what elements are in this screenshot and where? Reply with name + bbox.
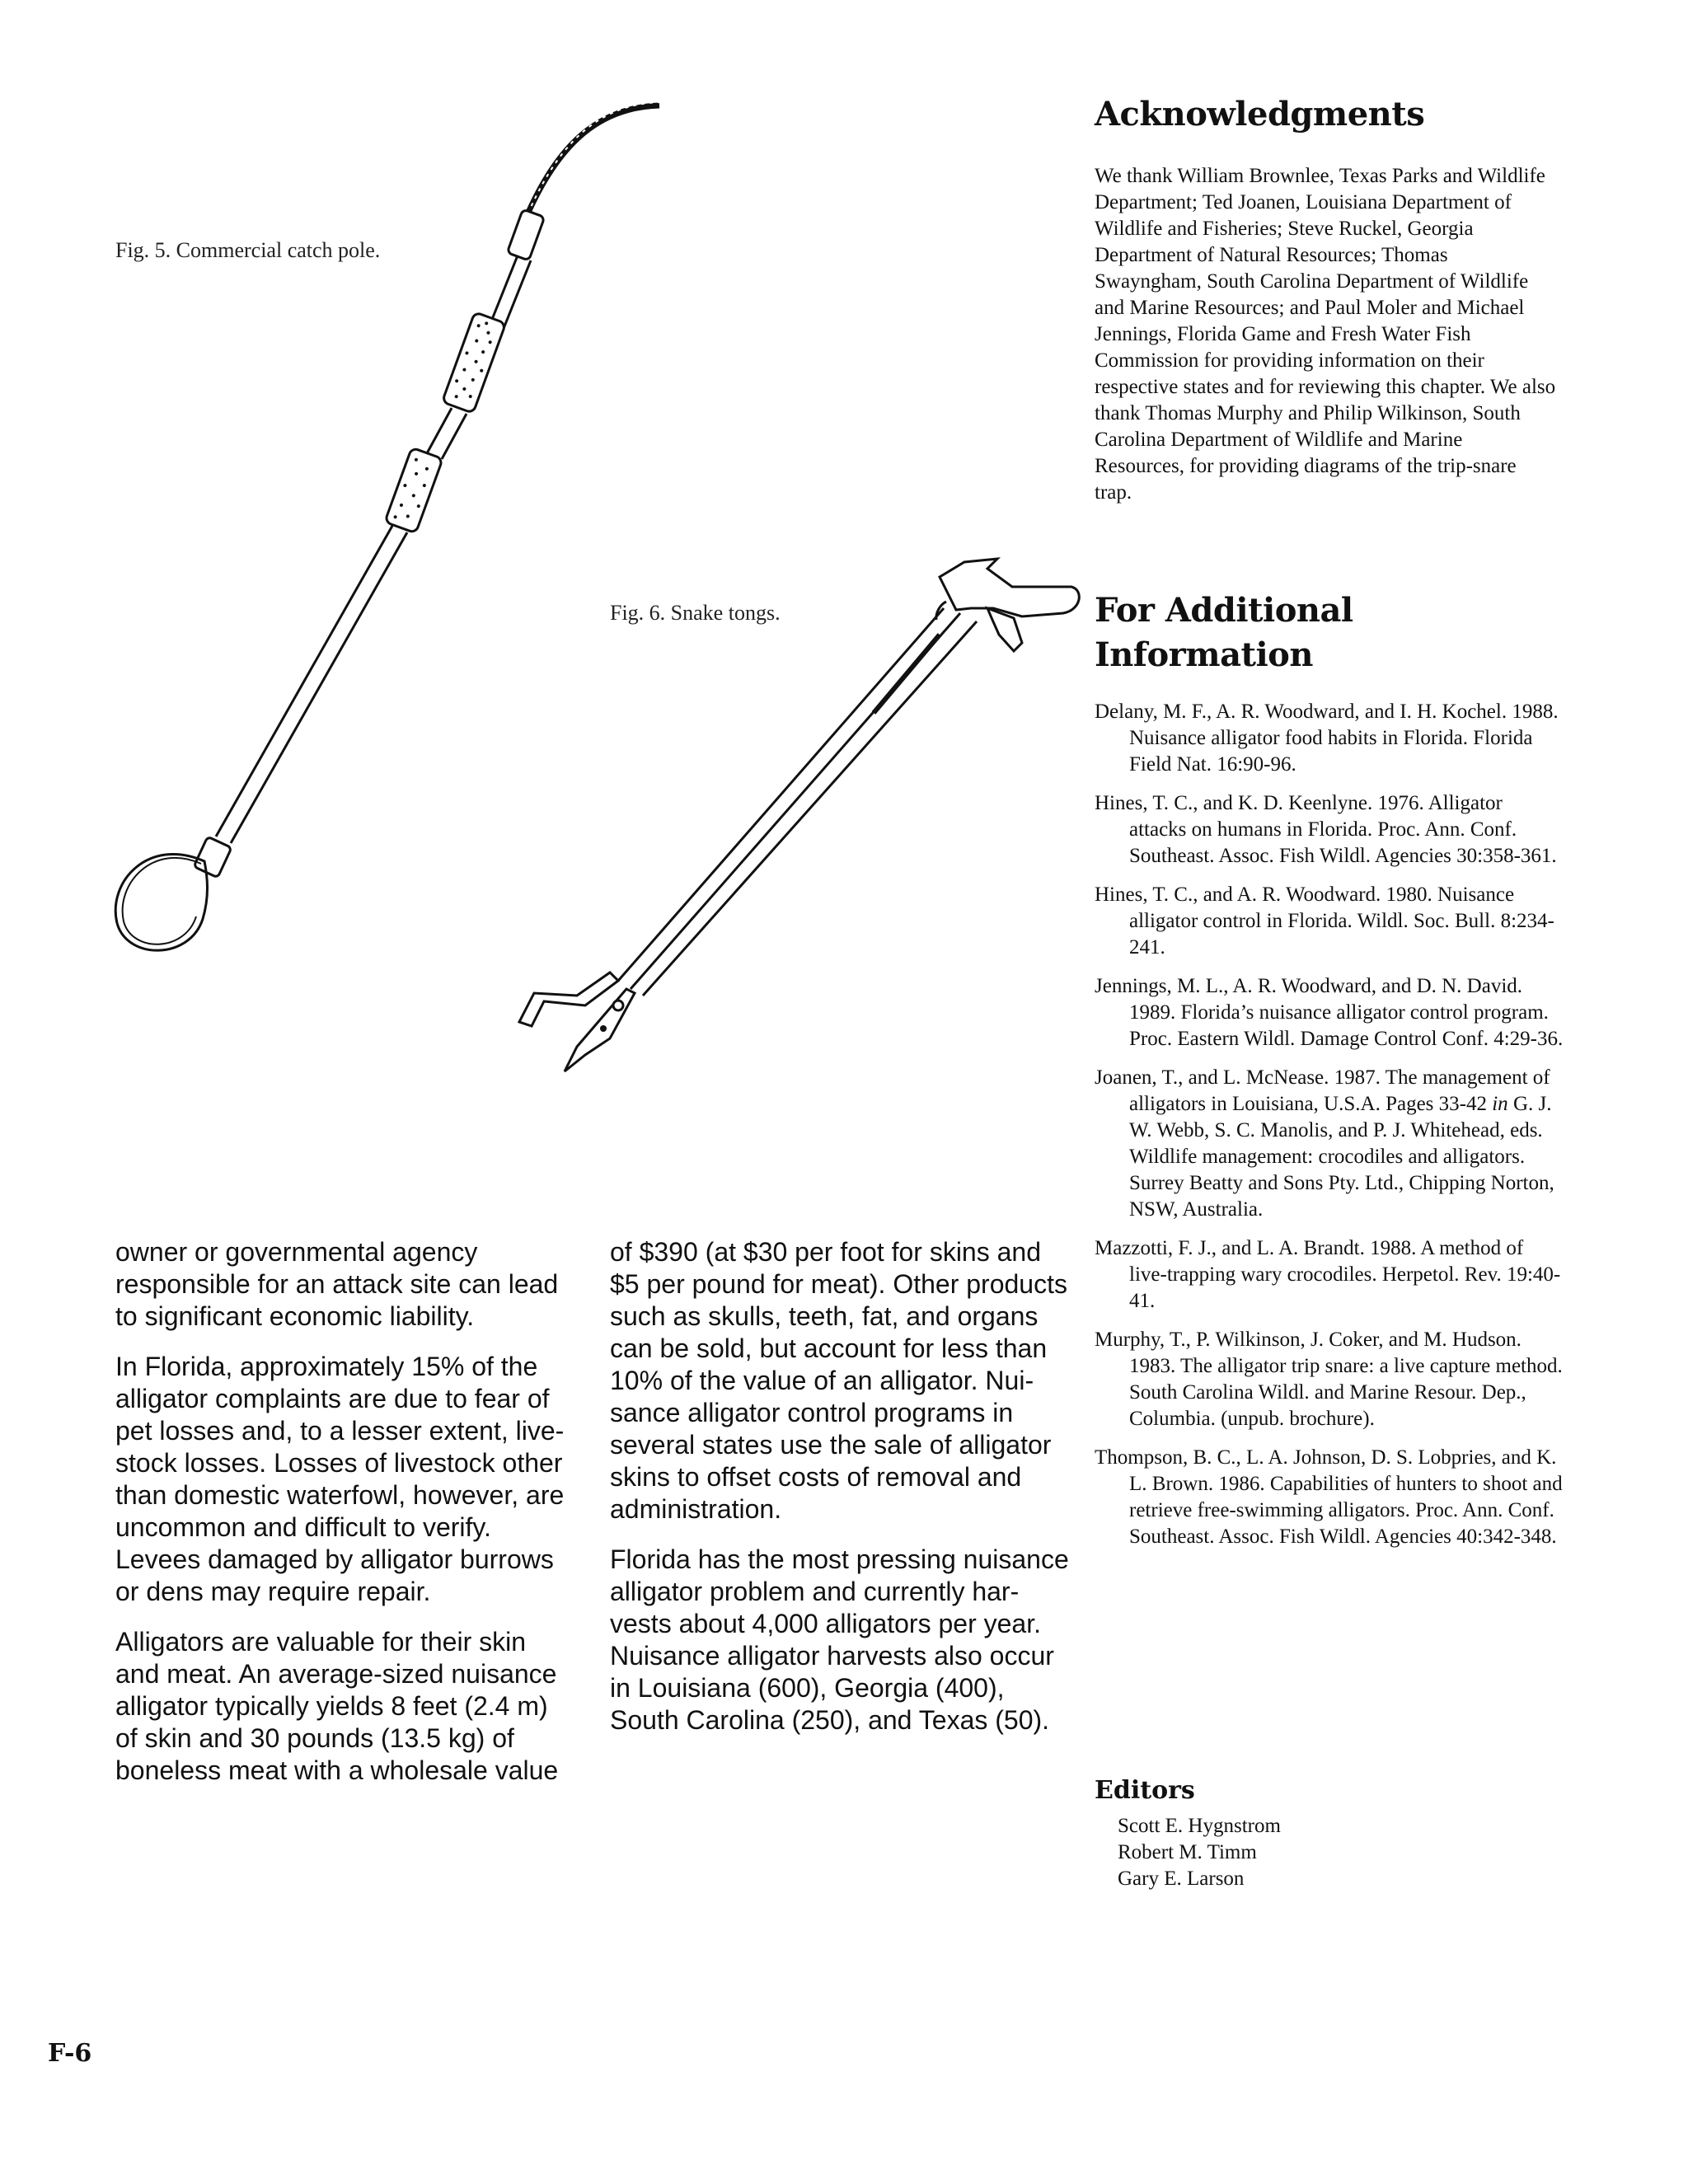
body-paragraph: of $390 (at $30 per foot for skins and $5 per pound for meat). Other products such as skulls, teeth, fat, and organs can be sold, but account for less than 10% of the value of an alligator. Nui-sance alligator control programs in several states use the sale of alligator skins to offset costs of removal and administration. [610, 1237, 1067, 1524]
editor-name: Robert M. Timm [1118, 1841, 1257, 1863]
snake-tongs-illustration [495, 544, 1088, 1088]
reference-italic: in [1492, 1093, 1508, 1115]
reference-item: Mazzotti, F. J., and L. A. Brandt. 1988. A method of live-trapping wary crocodiles. Herpetol. Rev. 19:40-41. [1095, 1237, 1561, 1312]
reference-item: Jennings, M. L., A. R. Woodward, and D. N. David. 1989. Florida’s nuisance alligator control program. Proc. Eastern Wildl. Damage Control Conf. 4:29-36. [1095, 975, 1564, 1050]
body-paragraph: Florida has the most pressing nuisance alligator problem and currently har-vests about 4,000 alligators per year. Nuisance alligator harvests also occur in Louisiana (600), Georgia (400), South Carolina (250), and Texas (50). [610, 1544, 1069, 1735]
reference-item: Hines, T. C., and A. R. Woodward. 1980. Nuisance alligator control in Florida. Wildl. Soc. Bull. 8:234-241. [1095, 883, 1554, 958]
page-number: F-6 [48, 2039, 92, 2068]
additional-info-heading [1095, 588, 1353, 677]
acknowledgments-heading: Acknowledgments [1095, 95, 1425, 134]
fig5-caption: Fig. 5. Commercial catch pole. [115, 238, 381, 262]
acknowledgments-text: We thank William Brownlee, Texas Parks and Wildlife Department; Ted Joanen, Louisiana Department of Wildlife and Fisheries; Steve Ruckel, Georgia Department of Natural Resources; Thomas Swayngham, South Carolina Department of Wildlife and Marine Resources; and Paul Moler and Michael Jennings, Florida Game and Fresh Water Fish Commission for providing information on their respective states and for reviewing this chapter. We also thank Thomas Murphy and Philip Wilkinson, South Carolina Department of Wildlife and Marine Resources, for providing diagrams of the trip-snare trap. [1095, 165, 1556, 504]
editors-list [1118, 1813, 1281, 1892]
editor-name: Scott E. Hygnstrom [1118, 1815, 1281, 1837]
editors-heading: Editors [1095, 1776, 1195, 1805]
reference-list [1095, 699, 1564, 1563]
reference-text: G. J. W. Webb, S. C. Manolis, and P. J. Whitehead, eds. Wildlife management: crocodiles and alligators. Surrey Beatty and Sons Pty. Ltd., Chipping Norton, NSW, Australia. [1129, 1093, 1554, 1221]
additional-info-heading-line1: For Additional [1095, 591, 1353, 630]
body-paragraph: Alligators are valuable for their skin and meat. An average-sized nuisance alligator typically yields 8 feet (2.4 m) of skin and 30 pounds (13.5 kg) of boneless meat with a wholesale value [115, 1627, 559, 1785]
reference-item [1095, 1065, 1564, 1223]
fig6-caption: Fig. 6. Snake tongs. [610, 601, 781, 625]
reference-item: Murphy, T., P. Wilkinson, J. Coker, and M. Hudson. 1983. The alligator trip snare: a live capture method. South Carolina Wildl. and Marine Resour. Dep., Columbia. (unpub. brochure). [1095, 1329, 1563, 1430]
additional-info-heading-line2: Information [1095, 635, 1313, 674]
body-column-2 [610, 1236, 1076, 1755]
editor-name: Gary E. Larson [1118, 1868, 1245, 1890]
body-column-1 [115, 1236, 577, 1805]
reference-item: Thompson, B. C., L. A. Johnson, D. S. Lobpries, and K. L. Brown. 1986. Capabilities of hunters to shoot and retrieve free-swimming alligators. Proc. Ann. Conf. Southeast. Assoc. Fish Wildl. Agencies 40:342-348. [1095, 1446, 1563, 1548]
reference-item: Delany, M. F., A. R. Woodward, and I. H. Kochel. 1988. Nuisance alligator food habits in Florida. Florida Field Nat. 16:90-96. [1095, 701, 1559, 776]
body-paragraph: In Florida, approximately 15% of the alligator complaints are due to fear of pet losses and, to a lesser extent, live-stock losses. Losses of livestock other than domestic waterfowl, however, are uncommon and difficult to verify. Levees damaged by alligator burrows or dens may require repair. [115, 1352, 565, 1606]
body-paragraph: owner or governmental agency responsible for an attack site can lead to significant economic liability. [115, 1237, 559, 1331]
reference-text: Joanen, T., and L. McNease. 1987. The management of alligators in Louisiana, U.S.A. Pages 33-42 [1095, 1066, 1550, 1115]
reference-item: Hines, T. C., and K. D. Keenlyne. 1976. Alligator attacks on humans in Florida. Proc. Ann. Conf. Southeast. Assoc. Fish Wildl. Agencies 30:358-361. [1095, 792, 1557, 867]
